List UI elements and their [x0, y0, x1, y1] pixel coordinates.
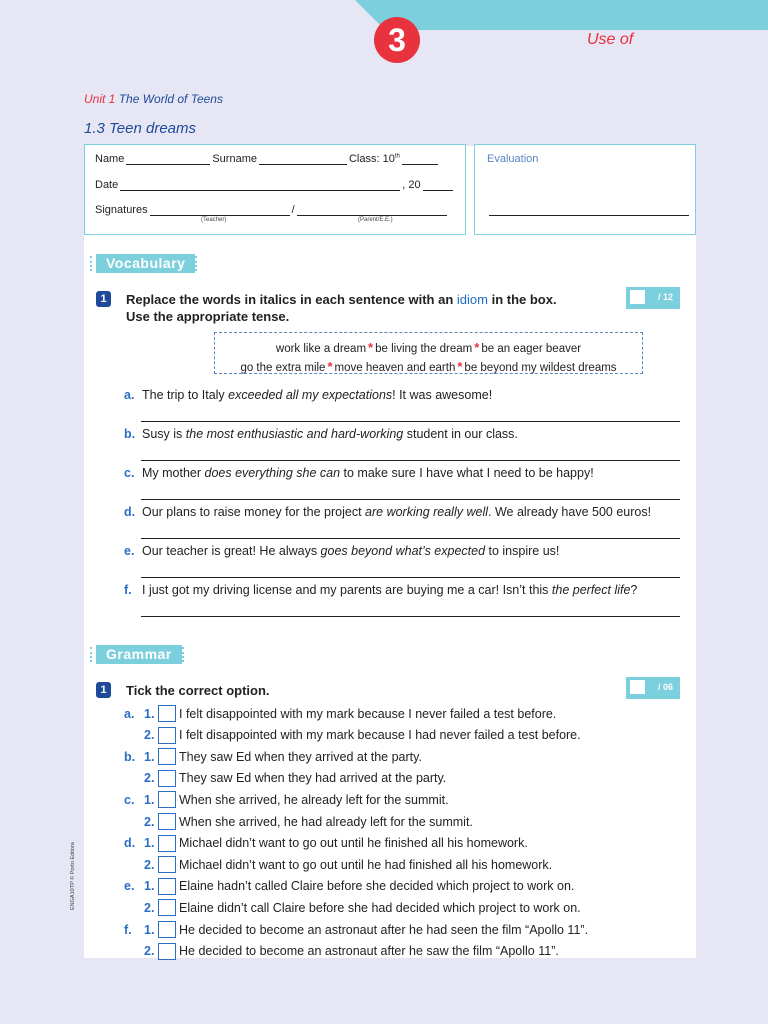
signatures-label: Signatures: [95, 204, 148, 216]
name-field[interactable]: [126, 152, 210, 165]
option-text: Elaine hadn’t called Claire before she decided which project to work on.: [179, 879, 575, 894]
parent-signature-field[interactable]: [297, 203, 447, 216]
option-checkbox[interactable]: [158, 813, 176, 830]
option-checkbox[interactable]: [158, 727, 176, 744]
year-label: , 20: [402, 179, 421, 191]
grammar-option: [124, 899, 581, 916]
surname-field[interactable]: [259, 152, 347, 165]
unit-heading: [84, 92, 223, 106]
answer-line[interactable]: [141, 421, 680, 422]
item-letter: b.: [124, 427, 136, 441]
evaluation-box: [474, 144, 696, 235]
date-label: Date: [95, 179, 119, 191]
option-number: 1.: [144, 792, 155, 807]
grammar-option: [124, 770, 446, 787]
option-number: 2.: [144, 771, 155, 786]
option-checkbox[interactable]: [158, 856, 176, 873]
option-text: He decided to become an astronaut after he had seen the film “Apollo 11”.: [179, 922, 589, 937]
option-number: 2.: [144, 728, 155, 743]
name-label: Name: [95, 153, 125, 165]
idiom-box: [214, 332, 643, 374]
grammar-exercise-number: 1: [96, 682, 111, 698]
option-text: I felt disappointed with my mark because I had never failed a test before.: [179, 728, 581, 743]
option-number: 2.: [144, 900, 155, 915]
vocabulary-item: a. The trip to Italy exceeded all my expectations! It was awesome!: [124, 388, 493, 402]
answer-line[interactable]: [141, 616, 680, 617]
item-letter: e.: [124, 544, 135, 558]
option-checkbox[interactable]: [158, 835, 176, 852]
option-number: 2.: [144, 857, 155, 872]
date-row: [95, 178, 455, 191]
date-field[interactable]: [120, 178, 400, 191]
answer-line[interactable]: [141, 577, 680, 578]
option-text: He decided to become an astronaut after he saw the film “Apollo 11”.: [179, 944, 559, 959]
grammar-option: [124, 878, 574, 895]
evaluation-field[interactable]: [489, 215, 689, 216]
vocabulary-item: c. My mother does everything she can to make sure I have what I need to be happy!: [124, 466, 594, 480]
option-number: 1.: [144, 706, 155, 721]
signatures-row: [95, 203, 449, 216]
side-note: ENGA10TP © Porto Editora: [70, 842, 76, 910]
item-letter: d.: [124, 836, 136, 851]
item-letter: d.: [124, 505, 136, 519]
unit-label: Unit 1: [84, 92, 116, 106]
item-letter: e.: [124, 879, 135, 894]
grammar-option: [124, 813, 473, 830]
option-number: 1.: [144, 879, 155, 894]
grammar-tag: Grammar: [96, 645, 182, 664]
grammar-option: [124, 943, 559, 960]
option-checkbox[interactable]: [158, 899, 176, 916]
grammar-instruction: Tick the correct option.: [126, 683, 270, 698]
option-checkbox[interactable]: [158, 705, 176, 722]
option-text: I felt disappointed with my mark because I never failed a test before.: [179, 706, 557, 721]
option-checkbox[interactable]: [158, 878, 176, 895]
score-input[interactable]: [630, 680, 645, 694]
item-letter: c.: [124, 466, 135, 480]
section-label: Use of: [587, 31, 634, 48]
grammar-option: [124, 791, 449, 808]
option-text: Michael didn’t want to go out until he had finished all his homework.: [179, 857, 553, 872]
name-row: [95, 152, 440, 165]
option-checkbox[interactable]: [158, 748, 176, 765]
grammar-option: [124, 856, 552, 873]
option-number: 1.: [144, 922, 155, 937]
item-letter: c.: [124, 792, 135, 807]
teacher-signature-field[interactable]: [150, 203, 290, 216]
item-letter: f.: [124, 922, 132, 937]
item-letter: a.: [124, 388, 135, 402]
vocabulary-item: e. Our teacher is great! He always goes beyond what’s expected to inspire us!: [124, 544, 560, 558]
unit-title: The World of Teens: [118, 92, 223, 106]
answer-line[interactable]: [141, 499, 680, 500]
teacher-caption: (Teacher): [201, 217, 227, 223]
vocabulary-item: d. Our plans to raise money for the project are working really well. We already have 500 euros!: [124, 505, 652, 519]
option-text: Elaine didn’t call Claire before she had decided which project to work on.: [179, 900, 581, 915]
option-text: When she arrived, he had already left for the summit.: [179, 814, 473, 829]
vocabulary-item: f. I just got my driving license and my parents are buying me a car! Isn’t this the perfect life?: [124, 583, 638, 597]
evaluation-label: Evaluation: [487, 153, 539, 165]
option-text: When she arrived, he already left for the summit.: [179, 792, 449, 807]
score-input[interactable]: [630, 290, 645, 304]
class-field[interactable]: [402, 152, 438, 165]
item-letter: b.: [124, 749, 136, 764]
grammar-option: [124, 727, 581, 744]
option-text: Michael didn’t want to go out until he finished all his homework.: [179, 836, 528, 851]
grammar-option: [124, 705, 556, 722]
header-band: [355, 0, 768, 30]
item-letter: a.: [124, 706, 135, 721]
vocabulary-instruction: Replace the words in italics in each sentence with an idiom in the box. Use the appropriate tense.: [126, 292, 557, 324]
surname-label: Surname: [212, 153, 257, 165]
option-number: 2.: [144, 944, 155, 959]
vocabulary-item: b. Susy is the most enthusiastic and hard-working student in our class.: [124, 427, 518, 441]
option-checkbox[interactable]: [158, 943, 176, 960]
option-text: They saw Ed when they had arrived at the party.: [179, 771, 447, 786]
score-total: / 12: [657, 292, 673, 302]
student-info-box: [84, 144, 466, 235]
chapter-badge: 3: [374, 17, 420, 63]
option-checkbox[interactable]: [158, 921, 176, 938]
vocabulary-exercise-number: 1: [96, 291, 111, 307]
option-checkbox[interactable]: [158, 770, 176, 787]
grammar-option: [124, 835, 528, 852]
year-field[interactable]: [423, 178, 453, 191]
score-total: / 06: [657, 682, 673, 692]
idiom-row-1: work like a dream * be living the dream * be an eager beaver: [275, 340, 582, 355]
item-letter: f.: [124, 583, 132, 597]
signature-separator: /: [291, 204, 295, 216]
answer-line[interactable]: [141, 538, 680, 539]
parent-caption: (Parent/E.E.): [358, 217, 393, 223]
class-label: Class: 10th: [348, 153, 400, 165]
option-checkbox[interactable]: [158, 791, 176, 808]
option-number: 2.: [144, 814, 155, 829]
vocabulary-tag: Vocabulary: [96, 254, 195, 273]
page-title: 1.3 Teen dreams: [84, 120, 197, 137]
option-number: 1.: [144, 749, 155, 764]
grammar-option: [124, 748, 422, 765]
idiom-row-2: go the extra mile * move heaven and earth * be beyond my wildest dreams: [240, 359, 617, 374]
answer-line[interactable]: [141, 460, 680, 461]
option-number: 1.: [144, 836, 155, 851]
vocabulary-score: [626, 287, 680, 309]
option-text: They saw Ed when they arrived at the party.: [179, 749, 422, 764]
grammar-option: [124, 921, 588, 938]
grammar-score: [626, 677, 680, 699]
